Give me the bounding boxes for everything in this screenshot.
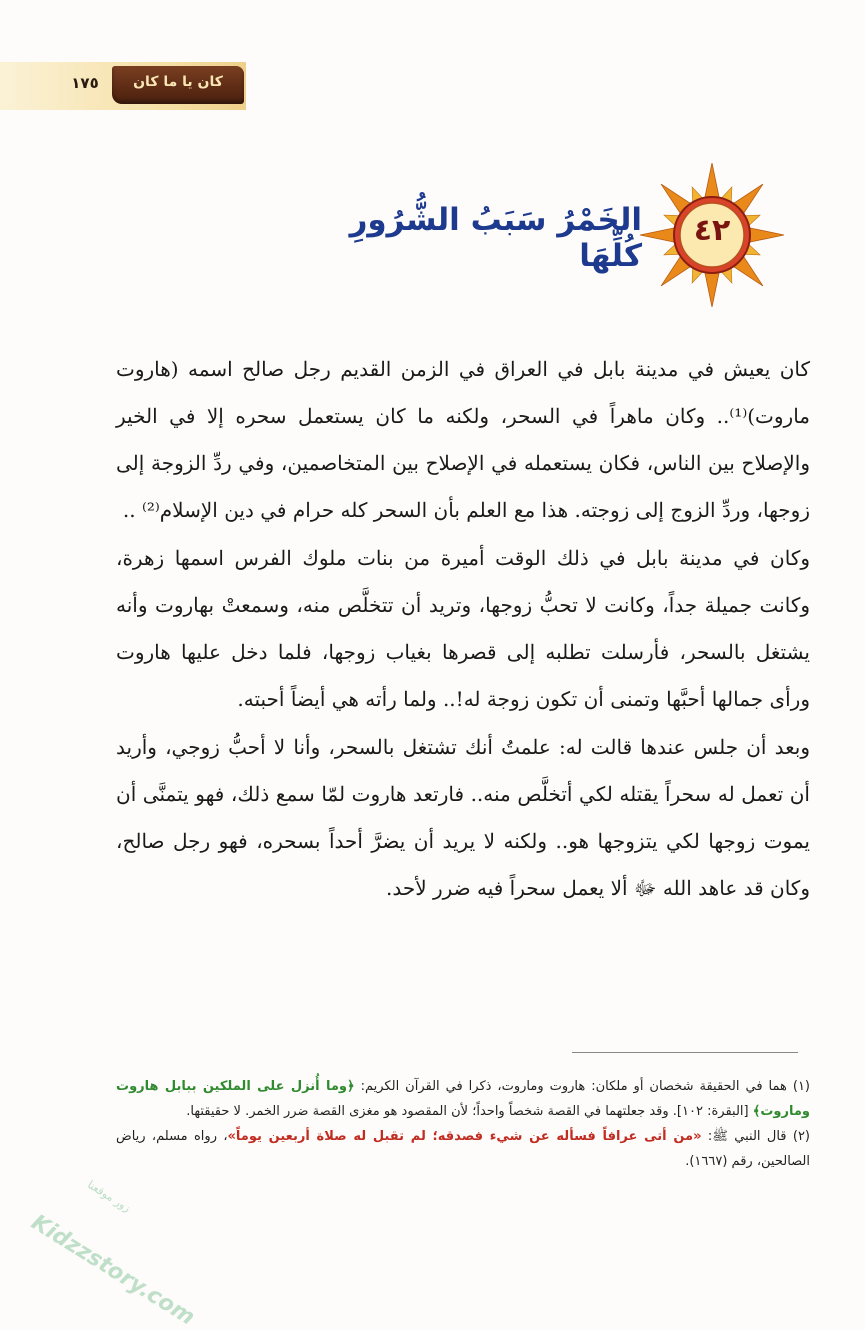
- watermark-site: Kidzzstory.com: [26, 1210, 199, 1330]
- footnote-2: [116, 1124, 810, 1174]
- footnote-1: [116, 1074, 810, 1124]
- footnote-2-source: ، رواه مسلم، رياض الصالحين، رقم (١٦٦٧).: [116, 1129, 810, 1169]
- footnotes: [116, 1074, 810, 1174]
- footnote-2-text: (٢) قال النبي ﷺ:: [701, 1129, 810, 1144]
- footnote-1-source: [البقرة: ١٠٢]. وقد جعلتهما في القصة شخصاً واحداً؛ لأن المقصود هو مغزى القصة ضرر الخمر. لا حقيقتها.: [186, 1104, 753, 1119]
- chapter-title: الخَمْرُ سَبَبُ الشُّرُورِ كُلِّهَا: [349, 202, 642, 274]
- footnote-divider: [572, 1052, 798, 1053]
- paragraph-3: وبعد أن جلس عندها قالت له: علمتُ أنك تشتغل بالسحر، وأنا لا أحبُّ زوجي، وأريد أن تعمل له سحراً يقتله لكي أتخلَّص منه.. فارتعد هاروت لمّا سمع ذلك، فهو يتمنَّى أن يموت زوجها لكي يتزوجها هو.. ولكنه لا يريد أن يضرَّ أحداً بسحره، فهو رجل صالح، وكان قد عاهد الله ﷻ ألا يعمل سحراً فيه ضرر لأحد.: [116, 735, 810, 900]
- footnote-1-text: (١) هما في الحقيقة شخصان أو ملكان: هاروت وماروت، ذكرا في القرآن الكريم:: [354, 1079, 810, 1094]
- chapter-number: ٤٢: [693, 213, 731, 248]
- paragraph-2: وكان في مدينة بابل في ذلك الوقت أميرة من بنات ملوك الفرس اسمها زهرة، وكانت جميلة جداً، وكانت لا تحبُّ زوجها، وتريد أن تتخلَّص منه، وسمعتْ بهاروت وأنه يشتغل بالسحر، فأرسلت تطلبه إلى قصرها بغياب زوجها، فلما دخل عليها هاروت ورأى جمالها أحبَّها وتمنى أن تكون زوجة له!.. ولما رأته هي أيضاً أحبته.: [116, 546, 810, 711]
- paragraph-1: كان يعيش في مدينة بابل في العراق في الزمن القديم رجل صالح اسمه (هاروت ماروت)⁽¹⁾.. وكان ماهراً في السحر، ولكنه ما كان يستعمل سحره إلا في الخير والإصلاح بين الناس، فكان يستعمله في الإصلاح بين المتخاصمين، وفي ردِّ الزوجة إلى زوجها، وردِّ الزوج إلى زوجته. هذا مع العلم بأن السحر كله حرام في دين الإسلام⁽²⁾ ..: [116, 357, 810, 522]
- footnote-2-hadith-quote: «من أتى عرافاً فسأله عن شيء فصدقه؛ لم تقبل له صلاة أربعين يوماً»: [227, 1129, 702, 1144]
- watermark-tagline: زور موقعنا: [85, 1178, 133, 1215]
- story-body: [116, 346, 810, 912]
- footnote-1-quran-quote: ﴿وما أُنزل على الملكين ببابل هاروت وماروت﴾: [116, 1079, 810, 1119]
- page-number: ١٧٥: [71, 74, 99, 92]
- running-title: كان يا ما كان: [133, 74, 223, 90]
